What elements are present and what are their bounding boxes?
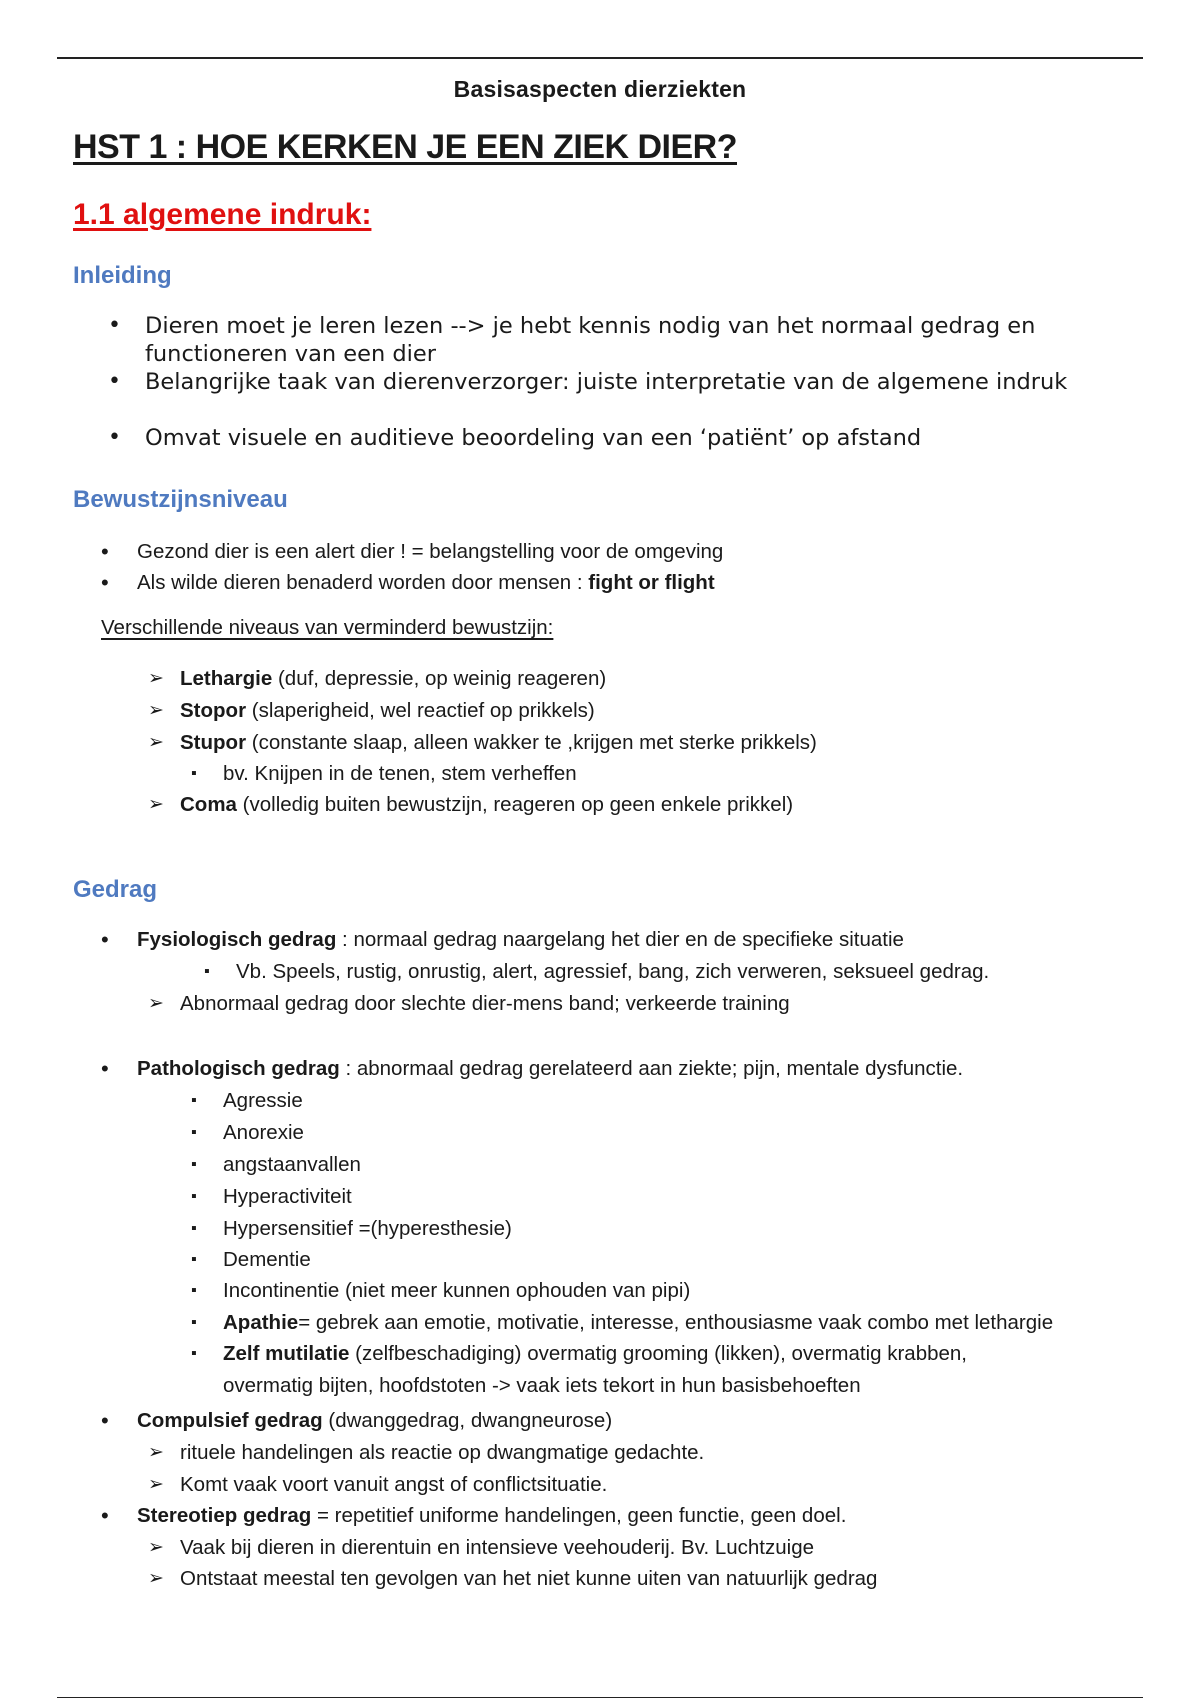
item-bold: Stupor <box>180 731 247 754</box>
fysiologisch-example: ▪ Vb. Speels, rustig, onrustig, alert, agressief, bang, zich verweren, seksueel gedrag. <box>236 956 1136 988</box>
item-text: (constante slaap, alleen wakker te ,krijgen met sterke prikkels) <box>246 731 817 754</box>
bewustzijn-list <box>137 536 1137 599</box>
item-text: (dwanggedrag, dwangneurose) <box>322 1409 613 1432</box>
item-text: overmatig bijten, hoofdstoten -> vaak iets tekort in hun basisbehoeften <box>223 1374 861 1397</box>
list-item: ➢ rituele handelingen als reactie op dwangmatige gedachte. <box>180 1437 1140 1469</box>
list-item: • Belangrijke taak van dierenverzorger: juiste interpretatie van de algemene indruk <box>145 368 1125 424</box>
item-text: bv. Knijpen in de tenen, stem verheffen <box>223 762 577 785</box>
item-bold: fight or flight <box>588 571 715 594</box>
compulsief-list <box>180 1437 1140 1501</box>
list-item <box>180 727 1140 758</box>
stereotiep-list <box>180 1532 1140 1595</box>
item-text: : abnormaal gedrag gerelateerd aan ziekte; pijn, mentale dysfunctie. <box>339 1057 964 1080</box>
list-item: ▪ Incontinentie (niet meer kunnen ophouden van pipi) <box>223 1275 1143 1307</box>
list-item <box>223 1338 1143 1402</box>
compulsief-item <box>137 1405 1137 1437</box>
list-item: • Omvat visuele en auditieve beoordeling van een ‘patiënt’ op afstand <box>145 424 1125 452</box>
list-item: • Dieren moet je leren lezen --> je hebt kennis nodig van het normaal gedrag en functioneren van een dier <box>145 312 1125 368</box>
list-item <box>180 789 1140 821</box>
document-title: Basisaspecten dierziekten <box>453 76 747 102</box>
list-item: ➢ Komt vaak voort vanuit angst of conflictsituatie. <box>180 1469 1140 1501</box>
chapter-heading: HST 1 : HOE KERKEN JE EEN ZIEK DIER? <box>73 128 737 166</box>
levels-label: Verschillende niveaus van verminderd bewustzijn: <box>101 616 554 639</box>
item-text: (duf, depressie, op weinig reageren) <box>272 667 607 690</box>
item-bold: Apathie <box>223 1311 299 1334</box>
list-item <box>180 695 1140 727</box>
list-item: ▪ Agressie <box>223 1085 1143 1117</box>
bewustzijn-heading: Bewustzijnsniveau <box>73 486 288 513</box>
item-text: (zelfbeschadiging) overmatig grooming (likken), overmatig krabben, <box>349 1342 967 1365</box>
pathologisch-item <box>137 1053 1137 1085</box>
list-item: ➢ Vaak bij dieren in dierentuin en intensieve veehouderij. Bv. Luchtzuige <box>180 1532 1140 1563</box>
item-bold: Coma <box>180 793 237 816</box>
item-bold: Compulsief gedrag <box>137 1409 323 1432</box>
item-bold: Zelf mutilatie <box>223 1342 350 1365</box>
list-item <box>223 758 1140 789</box>
gedrag-heading: Gedrag <box>73 876 158 903</box>
list-item: ▪ Dementie <box>223 1244 1143 1275</box>
top-rule <box>57 57 1143 59</box>
levels-list <box>180 663 1140 821</box>
item-bold: Pathologisch gedrag <box>137 1057 340 1080</box>
pathologisch-list <box>223 1085 1143 1402</box>
fysiologisch-abnormal: ➢ Abnormaal gedrag door slechte dier-mens band; verkeerde training <box>180 988 1140 1020</box>
section-heading: 1.1 algemene indruk: <box>73 198 372 231</box>
list-item: ▪ Hyperactiviteit <box>223 1181 1143 1213</box>
list-item <box>137 536 1137 567</box>
item-bold: Stereotiep gedrag <box>137 1504 312 1527</box>
list-item: ▪ angstaanvallen <box>223 1149 1143 1181</box>
list-item <box>223 1307 1143 1338</box>
list-item <box>137 567 1137 599</box>
stereotiep-item <box>137 1500 1137 1532</box>
inleiding-list <box>145 312 1125 452</box>
item-text: : normaal gedrag naargelang het dier en de specifieke situatie <box>336 928 904 951</box>
item-text: = gebrek aan emotie, motivatie, interesse, enthousiasme vaak combo met lethargie <box>298 1311 1054 1334</box>
list-item: ▪ Hypersensitief =(hyperesthesie) <box>223 1213 1143 1244</box>
list-item <box>180 663 1140 695</box>
item-text: = repetitief uniforme handelingen, geen functie, geen doel. <box>311 1504 847 1527</box>
list-item: ➢ Ontstaat meestal ten gevolgen van het niet kunne uiten van natuurlijk gedrag <box>180 1563 1140 1595</box>
item-text: Als wilde dieren benaderd worden door mensen : <box>137 571 589 594</box>
item-text: Gezond dier is een alert dier ! = belangstelling voor de omgeving <box>137 540 724 563</box>
item-bold: Fysiologisch gedrag <box>137 928 337 951</box>
fysiologisch-item <box>137 924 1137 956</box>
bottom-rule <box>57 1697 1143 1698</box>
item-text: (slaperigheid, wel reactief op prikkels) <box>246 699 595 722</box>
item-bold: Lethargie <box>180 667 273 690</box>
list-item: ▪ Anorexie <box>223 1117 1143 1149</box>
item-text: (volledig buiten bewustzijn, reageren op geen enkele prikkel) <box>236 793 794 816</box>
item-bold: Stopor <box>180 699 247 722</box>
inleiding-heading: Inleiding <box>73 262 172 289</box>
